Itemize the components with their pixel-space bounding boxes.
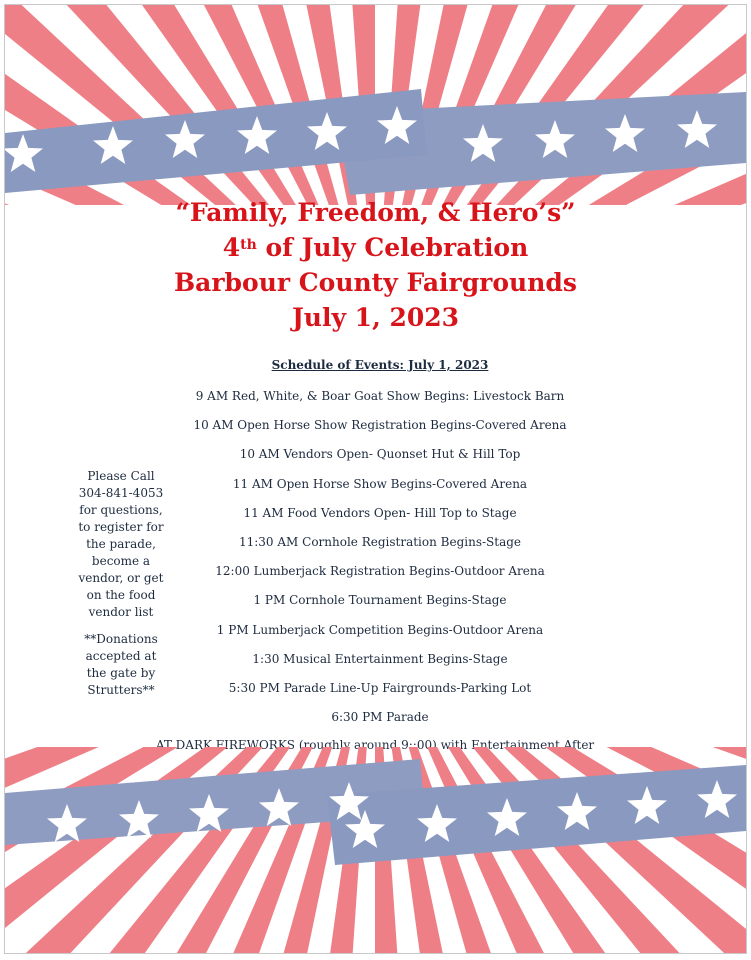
title-ordinal: 4: [222, 233, 241, 262]
title-date: July 1, 2023: [291, 303, 460, 332]
donation-line: **Donations: [84, 632, 158, 646]
event-item: 9 AM Red, White, & Boar Goat Show Begins: Livestock Barn: [195, 389, 565, 403]
contact-line: Please Call: [87, 469, 155, 483]
contact-line: vendor, or get: [78, 571, 164, 585]
title-celebration-text: of July Celebration: [256, 233, 529, 262]
title-slogan: “Family, Freedom, & Hero’s”: [175, 198, 576, 227]
event-title: [5, 195, 746, 335]
contact-line: to register for: [78, 520, 164, 534]
donation-line: the gate by: [86, 666, 156, 680]
event-item: 10 AM Open Horse Show Registration Begins-Covered Arena: [193, 418, 567, 433]
contact-line: vendor list: [88, 605, 154, 619]
contact-line: on the food: [86, 588, 156, 602]
schedule: [145, 355, 615, 732]
top-banner: [5, 5, 746, 205]
event-item: 1 PM Cornhole Tournament Begins-Stage: [253, 593, 507, 608]
fireworks-note: AT DARK FIREWORKS (roughly around 9::00) with Entertainment After: [155, 738, 595, 752]
schedule-heading: Schedule of Events: July 1, 2023: [271, 358, 489, 372]
contact-line: become a: [91, 554, 151, 568]
event-item: 11:30 AM Cornhole Registration Begins-Stage: [238, 535, 522, 550]
contact-line: for questions,: [79, 503, 163, 517]
event-item: 11 AM Food Vendors Open- Hill Top to Stage: [243, 505, 517, 520]
flyer: [4, 4, 747, 954]
donation-note: [67, 631, 175, 699]
title-celebration: [5, 230, 746, 265]
title-venue: Barbour County Fairgrounds: [174, 268, 577, 297]
donation-line: Strutters**: [87, 683, 155, 697]
event-item: 1 PM Lumberjack Competition Begins-Outdoor Arena: [216, 622, 544, 637]
contact-line: the parade,: [86, 537, 156, 551]
title-ordinal-suffix: th: [240, 237, 257, 253]
event-item: 11 AM Open Horse Show Begins-Covered Arena: [232, 476, 528, 491]
contact-note: [67, 468, 175, 699]
bottom-banner: [5, 747, 746, 953]
event-item: 5:30 PM Parade Line-Up Fairgrounds-Parking Lot: [228, 681, 532, 696]
event-item: 6:30 PM Parade: [331, 710, 429, 725]
event-item: 12:00 Lumberjack Registration Begins-Outdoor Arena: [215, 564, 545, 579]
event-item: 1:30 Musical Entertainment Begins-Stage: [252, 651, 508, 666]
donation-line: accepted at: [85, 649, 157, 663]
event-item: 10 AM Vendors Open- Quonset Hut & Hill Top: [239, 447, 521, 462]
contact-phone: 304-841-4053: [78, 486, 164, 500]
